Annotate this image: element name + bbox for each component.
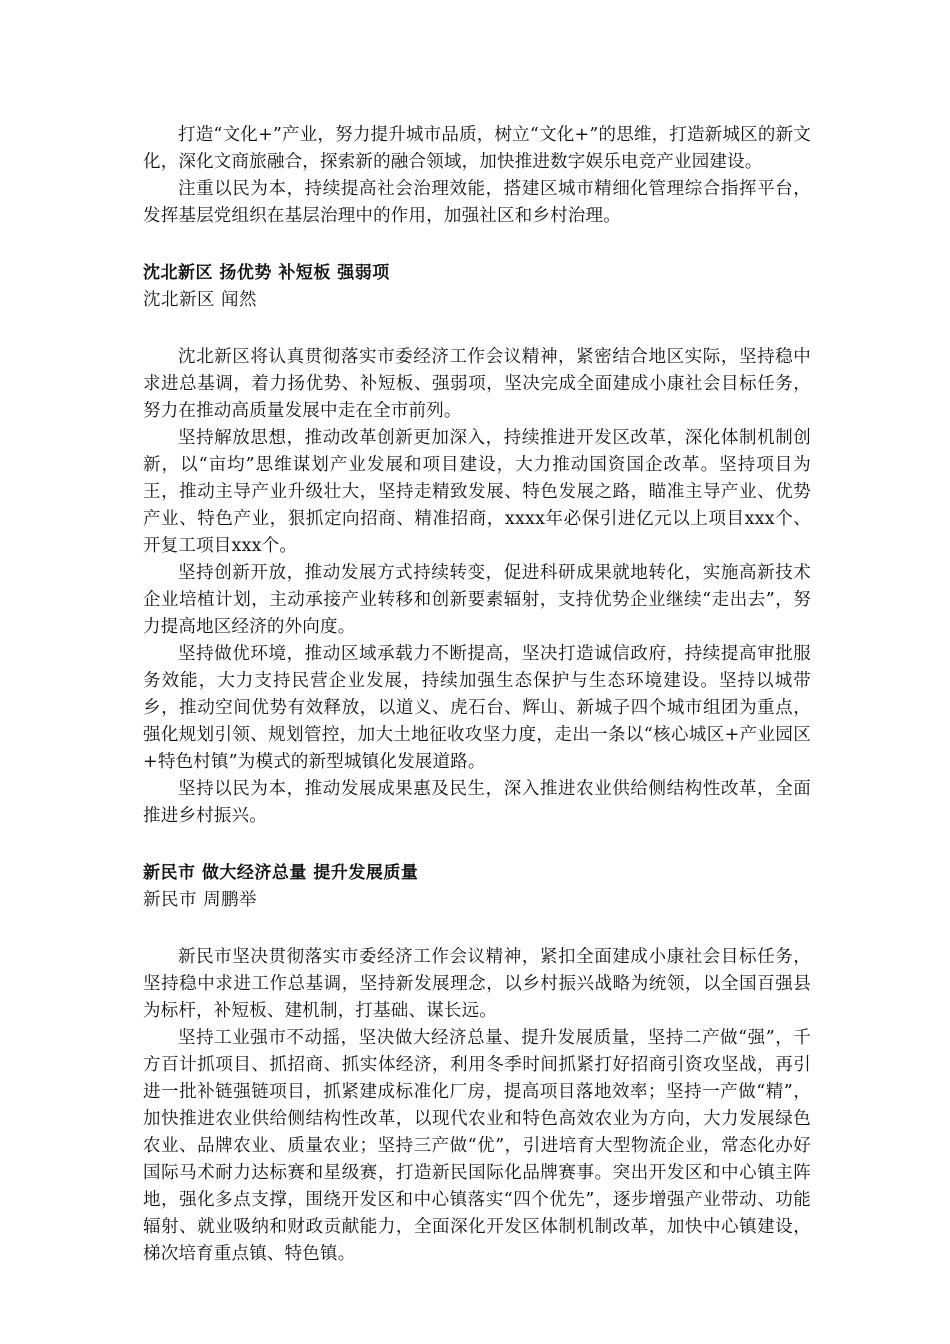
section-title: 新民市 做大经济总量 提升发展质量 xyxy=(143,863,419,883)
section-byline: 新民市 周鹏举 xyxy=(143,890,258,910)
intro-paragraph: 注重以民为本，持续提高社会治理效能，搭建区城市精细化管理综合指挥平台，发挥基层党组织在基层治理中的作用，加强社区和乡村治理。 xyxy=(143,179,811,226)
section-paragraph: 坚持创新开放，推动发展方式持续转变，促进科研成果就地转化，实施高新技术企业培植计划，主动承接产业转移和创新要素辐射，支持优势企业继续“走出去”，努力提高地区经济的外向度。 xyxy=(143,563,811,637)
section-byline: 沈北新区 闻然 xyxy=(143,290,258,310)
section-paragraph: 坚持以民为本，推动发展成果惠及民生，深入推进农业供给侧结构性改革，全面推进乡村振兴。 xyxy=(143,779,811,826)
section-paragraph: 沈北新区将认真贯彻落实市委经济工作会议精神，紧密结合地区实际，坚持稳中求进总基调，着力扬优势、补短板、强弱项，坚决完成全面建成小康社会目标任务，努力在推动高质量发展中走在全市前列。 xyxy=(143,347,811,421)
intro-paragraph: 打造“文化+”产业，努力提升城市品质，树立“文化+”的思维，打造新城区的新文化，深化文商旅融合，探索新的融合领域，加快推进数字娱乐电竞产业园建设。 xyxy=(143,125,811,172)
document-page xyxy=(143,122,811,1268)
article-section-xinmin xyxy=(143,860,811,1268)
article-section-shenbei xyxy=(143,260,811,830)
section-paragraph: 坚持做优环境，推动区域承载力不断提高，坚决打造诚信政府，持续提高审批服务效能，大力支持民营企业发展，持续加强生态保护与生态环境建设。坚持以城带乡，推动空间优势有效释放，以道义、虎石台、辉山、新城子四个城市组团为重点，强化规划引领、规划管控，加大土地征收攻坚力度，走出一条以“核心城区+产业园区+特色村镇”为模式的新型城镇化发展道路。 xyxy=(143,644,811,772)
section-paragraph: 坚持工业强市不动摇，坚决做大经济总量、提升发展质量，坚持二产做“强”，千方百计抓项目、抓招商、抓实体经济，利用冬季时间抓紧打好招商引资攻坚战，再引进一批补链强链项目，抓紧建成标准化厂房，提高项目落地效率；坚持一产做“精”，加快推进农业供给侧结构性改革，以现代农业和特色高效农业为方向，大力发展绿色农业、品牌农业、质量农业；坚持三产做“优”，引进培育大型物流企业，常态化办好国际马术耐力达标赛和星级赛，打造新民国际化品牌赛事。突出开发区和中心镇主阵地，强化多点支撑，围绕开发区和中心镇落实“四个优先”，逐步增强产业带动、功能辐射、就业吸纳和财政贡献能力，全面深化开发区体制机制改革，加快中心镇建设，梯次培育重点镇、特色镇。 xyxy=(143,1028,811,1264)
section-paragraph: 坚持解放思想，推动改革创新更加深入，持续推进开发区改革，深化体制机制创新，以“亩均”思维谋划产业发展和项目建设，大力推动国资国企改革。坚持项目为王，推动主导产业升级壮大，坚持走精致发展、特色发展之路，瞄准主导产业、优势产业、特色产业，狠抓定向招商、精准招商，xxxx年必保引进亿元以上项目xxx个、开复工项目xxx个。 xyxy=(143,428,811,556)
section-title: 沈北新区 扬优势 补短板 强弱项 xyxy=(143,263,390,283)
section-paragraph: 新民市坚决贯彻落实市委经济工作会议精神，紧扣全面建成小康社会目标任务，坚持稳中求进工作总基调，坚持新发展理念，以乡村振兴战略为统领，以全国百强县为标杆，补短板、建机制，打基础、谋长远。 xyxy=(143,947,811,1021)
